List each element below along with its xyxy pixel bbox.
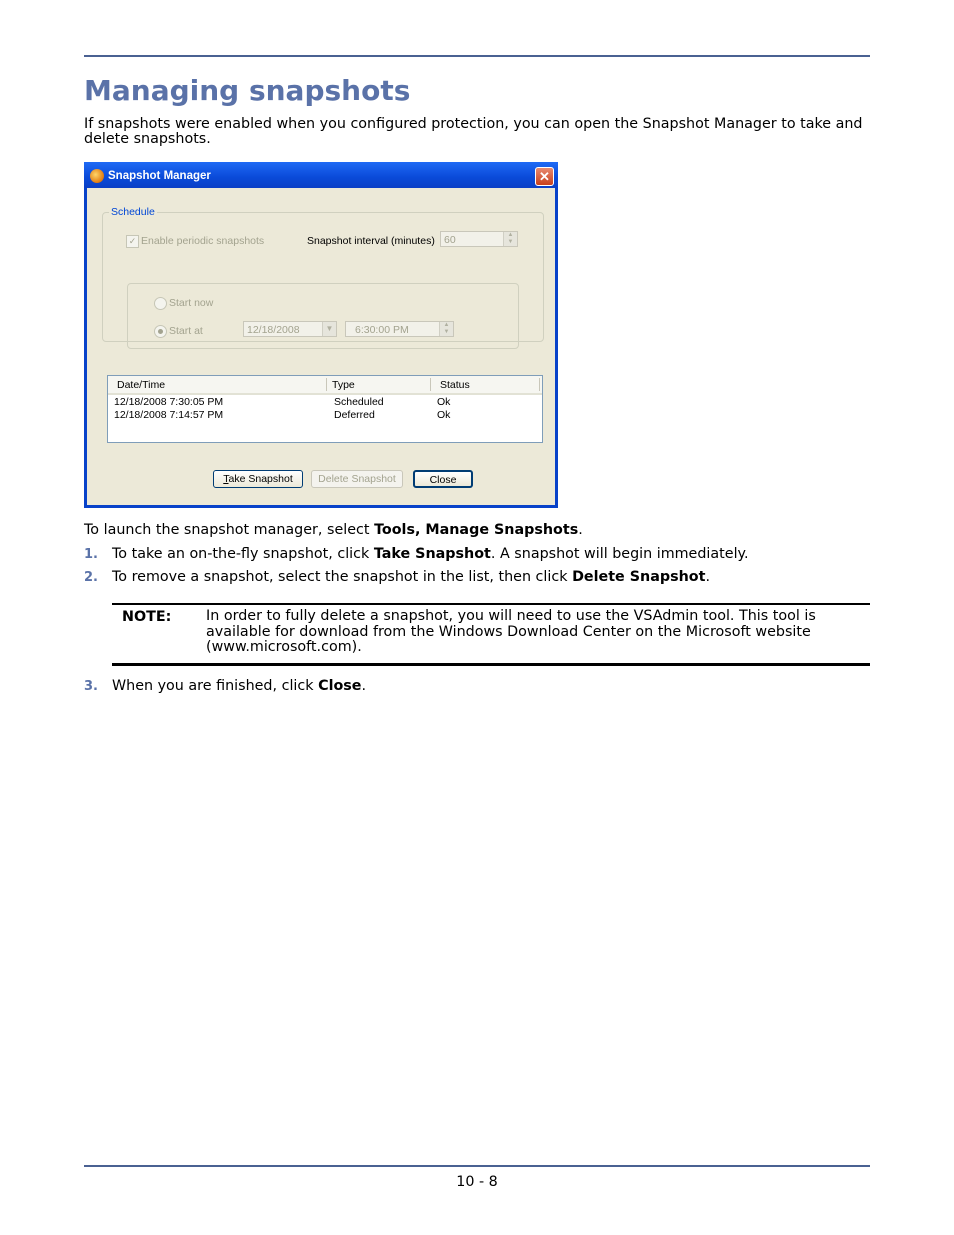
snapshot-manager-dialog bbox=[84, 162, 558, 508]
page-title: Managing snapshots bbox=[84, 74, 411, 107]
start-options-group bbox=[127, 283, 519, 349]
start-now-radio[interactable] bbox=[154, 297, 167, 310]
enable-periodic-checkbox[interactable]: ✓ bbox=[126, 235, 139, 248]
column-header-type[interactable]: Type bbox=[332, 379, 355, 391]
intro-paragraph: If snapshots were enabled when you configured protection, you can open the Snapshot Manager to take and delete snapshots. bbox=[84, 116, 863, 147]
start-now-label: Start now bbox=[169, 297, 214, 309]
interval-value: 60 bbox=[444, 234, 456, 246]
take-snapshot-button[interactable]: Take Snapshot bbox=[213, 470, 303, 488]
schedule-legend: Schedule bbox=[111, 206, 155, 218]
row-type: Scheduled bbox=[334, 396, 384, 408]
snapshot-list[interactable] bbox=[107, 375, 543, 443]
row-datetime: 12/18/2008 7:14:57 PM bbox=[114, 409, 224, 421]
dialog-titlebar bbox=[84, 162, 558, 188]
row-type: Deferred bbox=[334, 409, 375, 421]
column-divider[interactable] bbox=[326, 378, 327, 391]
spin-arrows-icon[interactable]: ▲ ▼ bbox=[503, 232, 517, 246]
bottom-rule bbox=[84, 1165, 870, 1167]
column-header-status[interactable]: Status bbox=[440, 379, 470, 391]
accelerator-key: T bbox=[223, 473, 229, 485]
step-number: 3. bbox=[84, 679, 98, 694]
chevron-down-icon[interactable]: ▼ bbox=[322, 322, 336, 336]
list-header bbox=[108, 376, 542, 395]
interval-label: Snapshot interval (minutes) bbox=[307, 235, 435, 247]
enable-periodic-label: Enable periodic snapshots bbox=[141, 235, 265, 247]
dialog-title: Snapshot Manager bbox=[108, 170, 211, 182]
interval-stepper[interactable] bbox=[440, 231, 518, 247]
start-time-stepper[interactable] bbox=[345, 321, 454, 337]
close-button[interactable]: Close bbox=[413, 470, 473, 488]
start-at-label: Start at bbox=[169, 325, 203, 337]
top-rule bbox=[84, 55, 870, 57]
launch-instruction: To launch the snapshot manager, select Tools, Manage Snapshots. bbox=[84, 522, 583, 538]
start-at-radio[interactable] bbox=[154, 325, 167, 338]
row-datetime: 12/18/2008 7:30:05 PM bbox=[114, 396, 224, 408]
note-box bbox=[112, 603, 870, 666]
row-status: Ok bbox=[437, 396, 451, 408]
step-number: 2. bbox=[84, 570, 98, 585]
list-item: 1. To take an on-the-fly snapshot, click Take Snapshot. A snapshot will begin immediately. bbox=[84, 546, 749, 562]
step-number: 1. bbox=[84, 547, 98, 562]
schedule-group bbox=[102, 206, 544, 342]
column-divider[interactable] bbox=[539, 378, 540, 391]
start-time-value: 6:30:00 PM bbox=[355, 324, 409, 336]
close-icon[interactable]: ✕ bbox=[535, 167, 554, 186]
row-status: Ok bbox=[437, 409, 451, 421]
dialog-body bbox=[87, 188, 555, 505]
list-item: 3. When you are finished, click Close. bbox=[84, 678, 367, 694]
list-item: 2. To remove a snapshot, select the snapshot in the list, then click Delete Snapshot. bbox=[84, 569, 710, 585]
start-date-value: 12/18/2008 bbox=[247, 324, 300, 336]
spin-arrows-icon[interactable]: ▲ ▼ bbox=[439, 322, 453, 336]
note-label: NOTE: bbox=[122, 609, 172, 625]
delete-snapshot-button[interactable]: Delete Snapshot bbox=[311, 470, 403, 488]
column-divider[interactable] bbox=[430, 378, 431, 391]
app-icon bbox=[90, 169, 104, 183]
start-date-dropdown[interactable] bbox=[243, 321, 337, 337]
column-header-datetime[interactable]: Date/Time bbox=[117, 379, 166, 391]
page-number: 10 - 8 bbox=[456, 1174, 498, 1190]
note-text: In order to fully delete a snapshot, you will need to use the VSAdmin tool. This tool is available for download from the Windows Download Center on the Microsoft website (www.microsoft.com). bbox=[206, 608, 816, 655]
